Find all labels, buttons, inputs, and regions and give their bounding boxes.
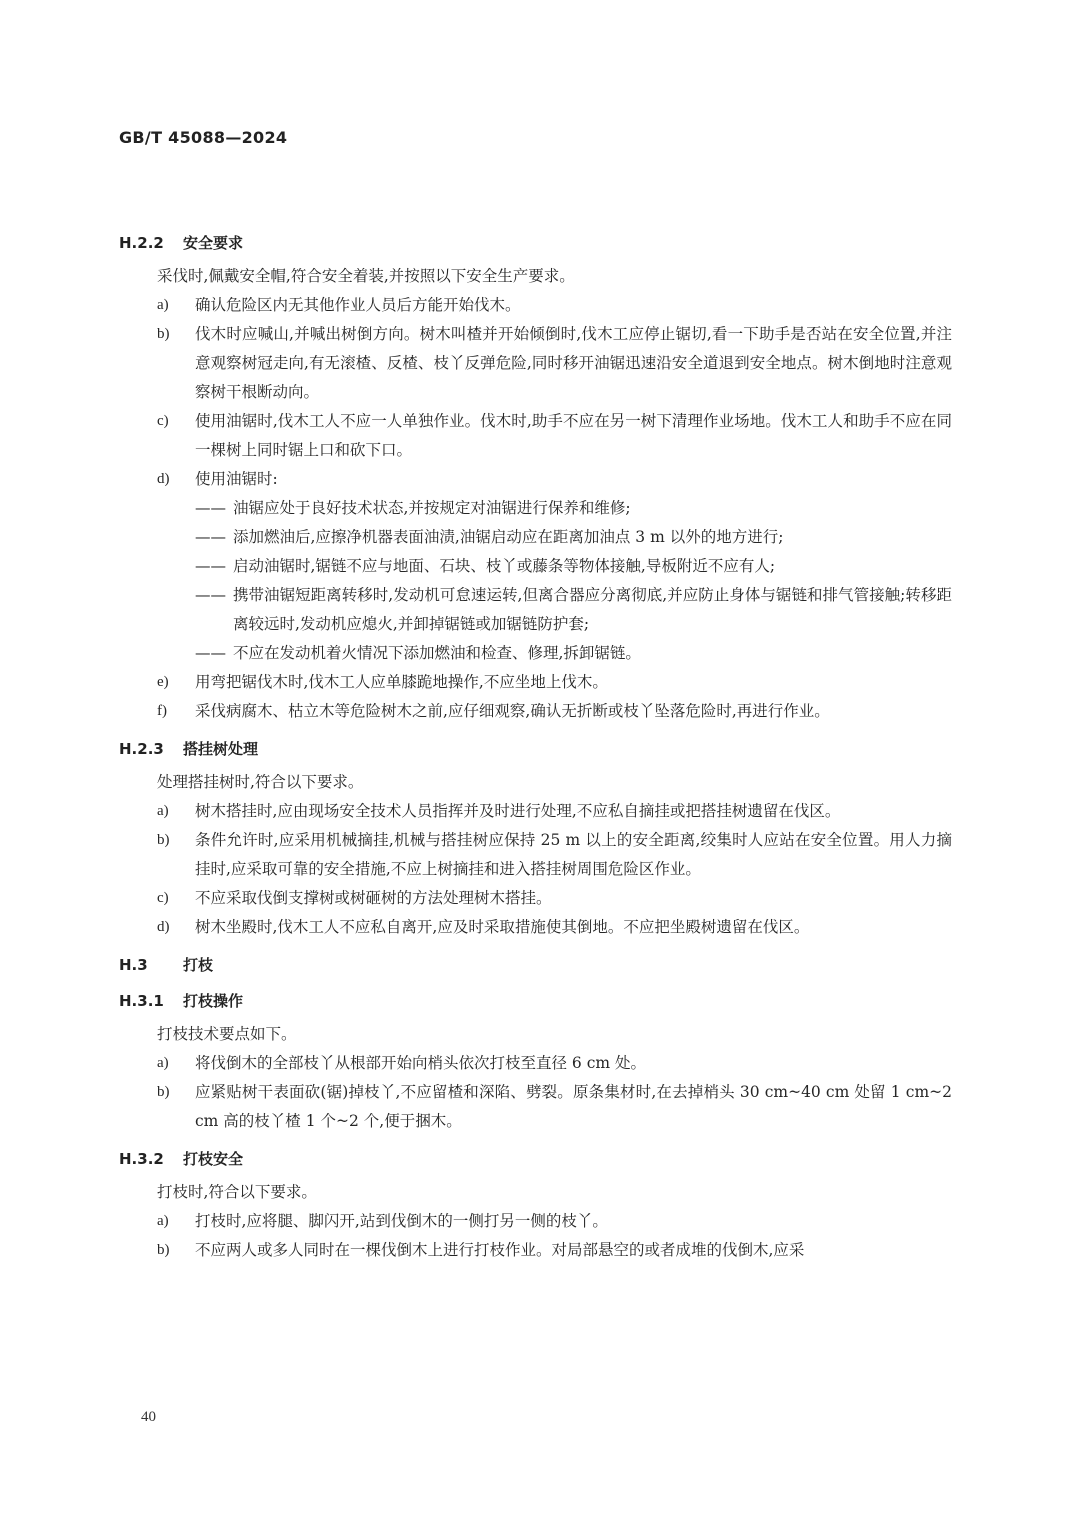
list-item	[0, 320, 952, 407]
document-body	[0, 230, 1080, 1265]
list-text: 使用油锯时,伐木工人不应一人单独作业。伐木时,助手不应在另一树下清理作业场地。伐木工人和助手不应在同一棵树上同时锯上口和砍下口。	[195, 412, 952, 459]
list-item	[0, 668, 952, 697]
dash-marker: ——	[195, 644, 226, 662]
dash-marker: ——	[195, 528, 226, 546]
section-title: 搭挂树处理	[183, 740, 259, 758]
section-title: 安全要求	[183, 234, 244, 252]
list-text: 采伐病腐木、枯立木等危险树木之前,应仔细观察,确认无折断或枝丫坠落危险时,再进行作业。	[195, 702, 830, 720]
list-item	[0, 291, 952, 320]
dash-item	[0, 523, 952, 552]
section-intro: 打枝时,符合以下要求。	[157, 1183, 317, 1201]
standard-code: GB/T 45088—2024	[119, 128, 288, 147]
section-intro: 打枝技术要点如下。	[157, 1025, 297, 1043]
list-label: b)	[157, 1084, 170, 1100]
dash-text: 携带油锯短距离转移时,发动机可怠速运转,但离合器应分离彻底,并应防止身体与锯链和排气管接触;转移距离较远时,发动机应熄火,并卸掉锯链或加锯链防护套;	[233, 586, 952, 633]
list-item	[0, 797, 952, 826]
section-number: H.2.2	[119, 234, 164, 252]
list-label: a)	[157, 1055, 169, 1071]
list-label: c)	[157, 413, 169, 429]
list-label: b)	[157, 832, 170, 848]
list-item	[0, 826, 952, 884]
list-item	[0, 1236, 952, 1265]
section-intro: 采伐时,佩戴安全帽,符合安全着装,并按照以下安全生产要求。	[157, 267, 575, 285]
section-heading-h31	[119, 988, 1080, 1014]
list-text: 用弯把锯伐木时,伐木工人应单膝跪地操作,不应坐地上伐木。	[195, 673, 608, 691]
list-item	[0, 697, 952, 726]
list-label: a)	[157, 1213, 169, 1229]
section-heading-h32	[119, 1146, 1080, 1172]
list-text: 条件允许时,应采用机械摘挂,机械与搭挂树应保持 25 m 以上的安全距离,绞集时人应站在安全位置。用人力摘挂时,应采取可靠的安全措施,不应上树摘挂和进入搭挂树周围危险区作业。	[195, 831, 952, 878]
section-number: H.2.3	[119, 740, 164, 758]
list-label: b)	[157, 326, 170, 342]
list-text: 应紧贴树干表面砍(锯)掉枝丫,不应留楂和深陷、劈裂。原条集材时,在去掉梢头 30 cm~40 cm 处留 1 cm~2 cm 高的枝丫楂 1 个~2 个,便于捆木。	[195, 1083, 952, 1130]
list-text: 不应两人或多人同时在一棵伐倒木上进行打枝作业。对局部悬空的或者成堆的伐倒木,应采	[195, 1241, 805, 1259]
section-title: 打枝操作	[183, 992, 244, 1010]
list-item	[0, 1049, 952, 1078]
section-heading-h3	[119, 952, 1080, 978]
list-text: 使用油锯时:	[195, 470, 278, 488]
list-text: 确认危险区内无其他作业人员后方能开始伐木。	[195, 296, 521, 314]
list-item	[0, 1078, 952, 1136]
dash-item	[0, 639, 952, 668]
list-text: 树木坐殿时,伐木工人不应私自离开,应及时采取措施使其倒地。不应把坐殿树遗留在伐区。	[195, 918, 810, 936]
list-item	[0, 1207, 952, 1236]
list-text: 伐木时应喊山,并喊出树倒方向。树木叫楂并开始倾倒时,伐木工应停止锯切,看一下助手是否站在安全位置,并注意观察树冠走向,有无滚楂、反楂、枝丫反弹危险,同时移开油锯迅速沿安全道退到安全地点。树木倒地时注意观察树干根断动向。	[195, 325, 952, 401]
list-text: 不应采取伐倒支撑树或树砸树的方法处理树木搭挂。	[195, 889, 552, 907]
dash-item	[0, 494, 952, 523]
list-label: d)	[157, 919, 170, 935]
list-label: a)	[157, 803, 169, 819]
list-text: 将伐倒木的全部枝丫从根部开始向梢头依次打枝至直径 6 cm 处。	[195, 1054, 647, 1072]
list-label: e)	[157, 674, 169, 690]
list-label: b)	[157, 1242, 170, 1258]
list-label: f)	[157, 703, 167, 719]
list-label: a)	[157, 297, 169, 313]
list-label: c)	[157, 890, 169, 906]
list-item	[0, 407, 952, 465]
dash-text: 油锯应处于良好技术状态,并按规定对油锯进行保养和维修;	[233, 499, 631, 517]
dash-text: 不应在发动机着火情况下添加燃油和检查、修理,拆卸锯链。	[233, 644, 641, 662]
dash-item	[0, 581, 952, 639]
section-heading-h23	[119, 736, 1080, 762]
section-title: 打枝安全	[183, 1150, 244, 1168]
section-number: H.3	[119, 956, 148, 974]
section-heading-h22	[119, 230, 1080, 256]
dash-marker: ——	[195, 586, 226, 604]
list-item	[0, 884, 952, 913]
dash-text: 添加燃油后,应擦净机器表面油渍,油锯启动应在距离加油点 3 m 以外的地方进行;	[233, 528, 784, 546]
list-text: 树木搭挂时,应由现场安全技术人员指挥并及时进行处理,不应私自摘挂或把搭挂树遗留在伐区。	[195, 802, 841, 820]
section-title: 打枝	[183, 956, 214, 974]
list-item	[0, 465, 952, 494]
section-number: H.3.2	[119, 1150, 164, 1168]
section-number: H.3.1	[119, 992, 164, 1010]
list-item	[0, 913, 952, 942]
dash-text: 启动油锯时,锯链不应与地面、石块、枝丫或藤条等物体接触,导板附近不应有人;	[233, 557, 776, 575]
dash-marker: ——	[195, 557, 226, 575]
list-text: 打枝时,应将腿、脚闪开,站到伐倒木的一侧打另一侧的枝丫。	[195, 1212, 608, 1230]
page-number: 40	[141, 1409, 156, 1425]
dash-item	[0, 552, 952, 581]
dash-marker: ——	[195, 499, 226, 517]
list-label: d)	[157, 471, 170, 487]
section-intro: 处理搭挂树时,符合以下要求。	[157, 773, 364, 791]
